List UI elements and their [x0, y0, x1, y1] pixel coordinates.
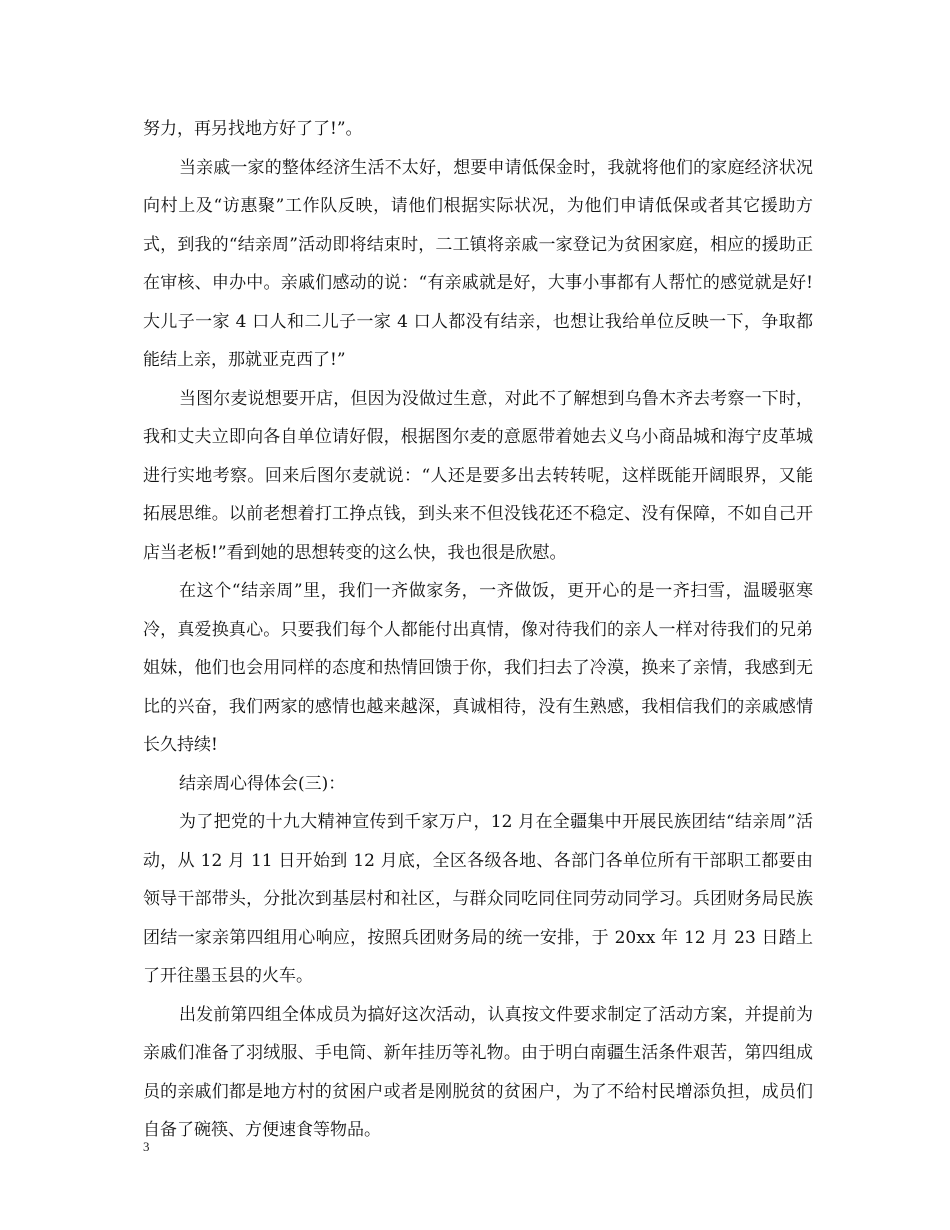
page-number: 3 [143, 1139, 150, 1154]
paragraph-3: 当图尔麦说想要开店，但因为没做过生意，对此不了解想到乌鲁木齐去考察一下时，我和丈夫立即向各自单位请好假，根据图尔麦的意愿带着她去义乌小商品城和海宁皮革城进行实地考察。回来后图尔麦就说：“人还是要多出去转转呢，这样既能开阔眼界，又能拓展思维。以前老想着打工挣点钱，到头来不但没钱花还不稳定、没有保障，不如自己开店当老板!”看到她的思想转变的这么快，我也很是欣慰。 [143, 388, 813, 563]
paragraph-7: 出发前第四组全体成员为搞好这次活动，认真按文件要求制定了活动方案，并提前为亲戚们准备了羽绒服、手电筒、新年挂历等礼物。由于明白南疆生活条件艰苦，第四组成员的亲戚们都是地方村的贫困户或者是刚脱贫的贫困户，为了不给村民增添负担，成员们自备了碗筷、方便速食等物品。 [143, 1004, 813, 1140]
paragraph-6: 为了把党的十九大精神宣传到千家万户，12 月在全疆集中开展民族团结“结亲周”活动，从 12 月 11 日开始到 12 月底，全区各级各地、各部门各单位所有干部职工都要由领导干部带头，分批次到基层村和社区，与群众同吃同住同劳动同学习。兵团财务局民族团结一家亲第四组用心响应，按照兵团财务局的统一安排，于 20xx 年 12 月 23 日踏上了开往墨玉县的火车。 [143, 812, 813, 986]
paragraph-1: 努力，再另找地方好了了!”。 [143, 119, 363, 139]
document-body [143, 110, 813, 1150]
paragraph-2: 当亲戚一家的整体经济生活不太好，想要申请低保金时，我就将他们的家庭经济状况向村上及“访惠聚”工作队反映，请他们根据实际状况，为他们申请低保或者其它援助方式，到我的“结亲周”活动即将结束时，二工镇将亲戚一家登记为贫困家庭，相应的援助正在审核、申办中。亲戚们感动的说：“有亲戚就是好，大事小事都有人帮忙的感觉就是好!大儿子一家 4 口人和二儿子一家 4 口人都没有结亲，也想让我给单位反映一下，争取都能结上亲，那就亚克西了!” [143, 157, 813, 370]
paragraph-4: 在这个“结亲周”里，我们一齐做家务，一齐做饭，更开心的是一齐扫雪，温暖驱寒冷，真爱换真心。只要我们每个人都能付出真情，像对待我们的亲人一样对待我们的兄弟姐妹，他们也会用同样的态度和热情回馈于你，我们扫去了冷漠，换来了亲情，我感到无比的兴奋，我们两家的感情也越来越深，真诚相待，没有生熟感，我相信我们的亲戚感情长久持续! [143, 581, 813, 755]
section-heading: 结亲周心得体会(三)： [179, 773, 346, 794]
